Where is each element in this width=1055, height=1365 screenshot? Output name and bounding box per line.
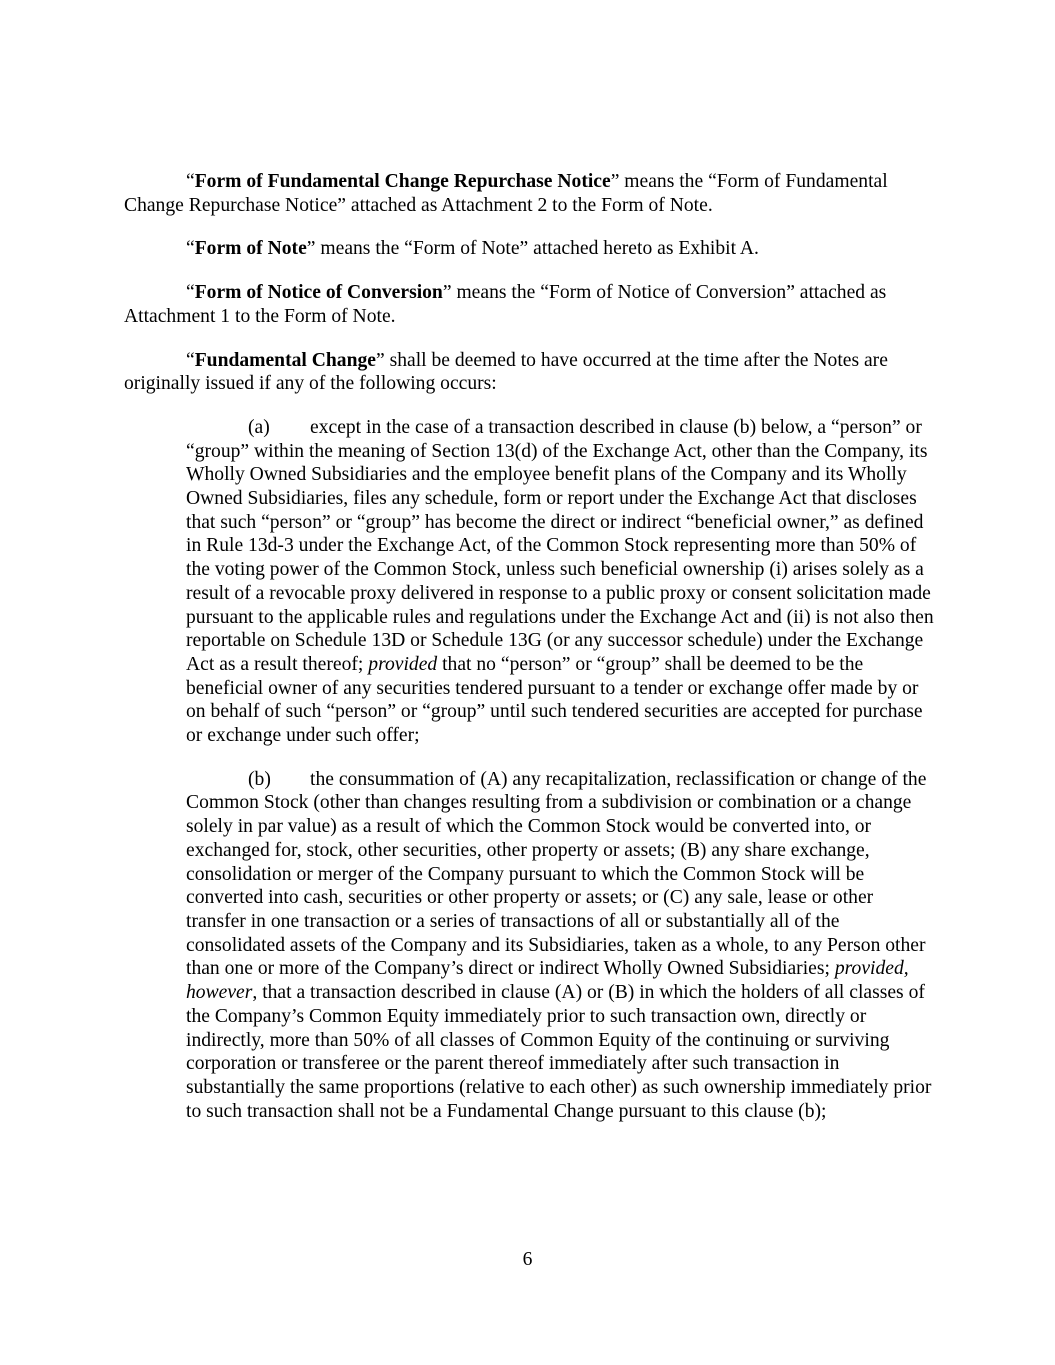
definition-text: ” shall be deemed to have occurred at the time after the Notes are originally issued if any of the following occurs: [124,349,888,395]
clause-text: the consummation of (A) any recapitalization, reclassification or change of the Common Stock (other than changes resulting from a subdivision or combination or a change solely in par value) as a result of which the Common Stock would be converted into, or exchanged for, stock, other securities, other property or assets; (B) any share exchange, consolidation or merger of the Company pursuant to which the Common Stock will be converted into cash, securities or other property or assets; or (C) any sale, lease or other transfer in one transaction or a series of transactions of all or substantially all of the consolidated assets of the Company and its Subsidiaries, taken as a whole, to any Person other than one or more of the Company’s direct or indirect Wholly Owned Subsidiaries; [186,768,927,980]
document-body [124,170,936,1143]
open-quote: “ [186,349,195,371]
clause-b [186,768,936,1124]
definition-text: ” means the “Form of Notice of Conversion” attached as Attachment 1 to the Form of Note. [124,282,887,327]
definition-form-of-fundamental-change-repurchase-notice [124,170,936,217]
definition-text: ” means the “Form of Note” attached hereto as Exhibit A. [306,238,759,260]
defined-term: Form of Notice of Conversion [194,282,443,304]
clause-text: that no “person” or “group” shall be deemed to be the beneficial owner of any securities tendered pursuant to a tender or exchange offer made by or on behalf of such “person” or “group” until such tendered securities are accepted for purchase or exchange under such offer; [186,653,923,747]
definition-fundamental-change [124,349,936,396]
clause-label: (b) [248,768,271,790]
clause-italic: provided, however [186,958,909,1004]
definition-form-of-notice-of-conversion [124,281,936,328]
open-quote: “ [186,238,195,260]
defined-term: Form of Note [194,238,307,260]
definition-form-of-note [124,237,936,261]
clause-text: , that a transaction described in clause (A) or (B) in which the holders of all classes of the Company’s Common Equity immediately prior to such transaction own, directly or indirectly, more than 50% of all classes of Common Equity of the continuing or surviving corporation or transferee or the parent thereof immediately after such transaction in substantially the same proportions (relative to each other) as such ownership immediately prior to such transaction shall not be a Fundamental Change pursuant to this clause (b); [186,982,932,1122]
defined-term: Fundamental Change [194,349,376,371]
clause-label: (a) [248,416,270,438]
clause-text: except in the case of a transaction described in clause (b) below, a “person” or “group” within the meaning of Section 13(d) of the Exchange Act, other than the Company, its Wholly Owned Subsidiaries and the employee benefit plans of the Company and its Wholly Owned Subsidiaries, files any schedule, form or report under the Exchange Act that discloses that such “person” or “group” has become the direct or indirect “beneficial owner,” as defined in Rule 13d-3 under the Exchange Act, of the Common Stock representing more than 50% of the voting power of the Common Stock, unless such beneficial ownership (i) arises solely as a result of a revocable proxy delivered in response to a public proxy or consent solicitation made pursuant to the applicable rules and regulations under the Exchange Act and (ii) is not also then reportable on Schedule 13D or Schedule 13G (or any successor schedule) under the Exchange Act as a result thereof; [186,416,934,675]
clause-italic: provided [368,653,438,675]
definition-text: ” means the “Form of Fundamental Change Repurchase Notice” attached as Attachment 2 to the Form of Note. [124,171,888,216]
clause-a [186,416,936,748]
page-number: 6 [522,1249,533,1270]
open-quote: “ [186,282,195,304]
open-quote: “ [186,171,195,192]
defined-term: Form of Fundamental Change Repurchase Notice [194,171,611,192]
